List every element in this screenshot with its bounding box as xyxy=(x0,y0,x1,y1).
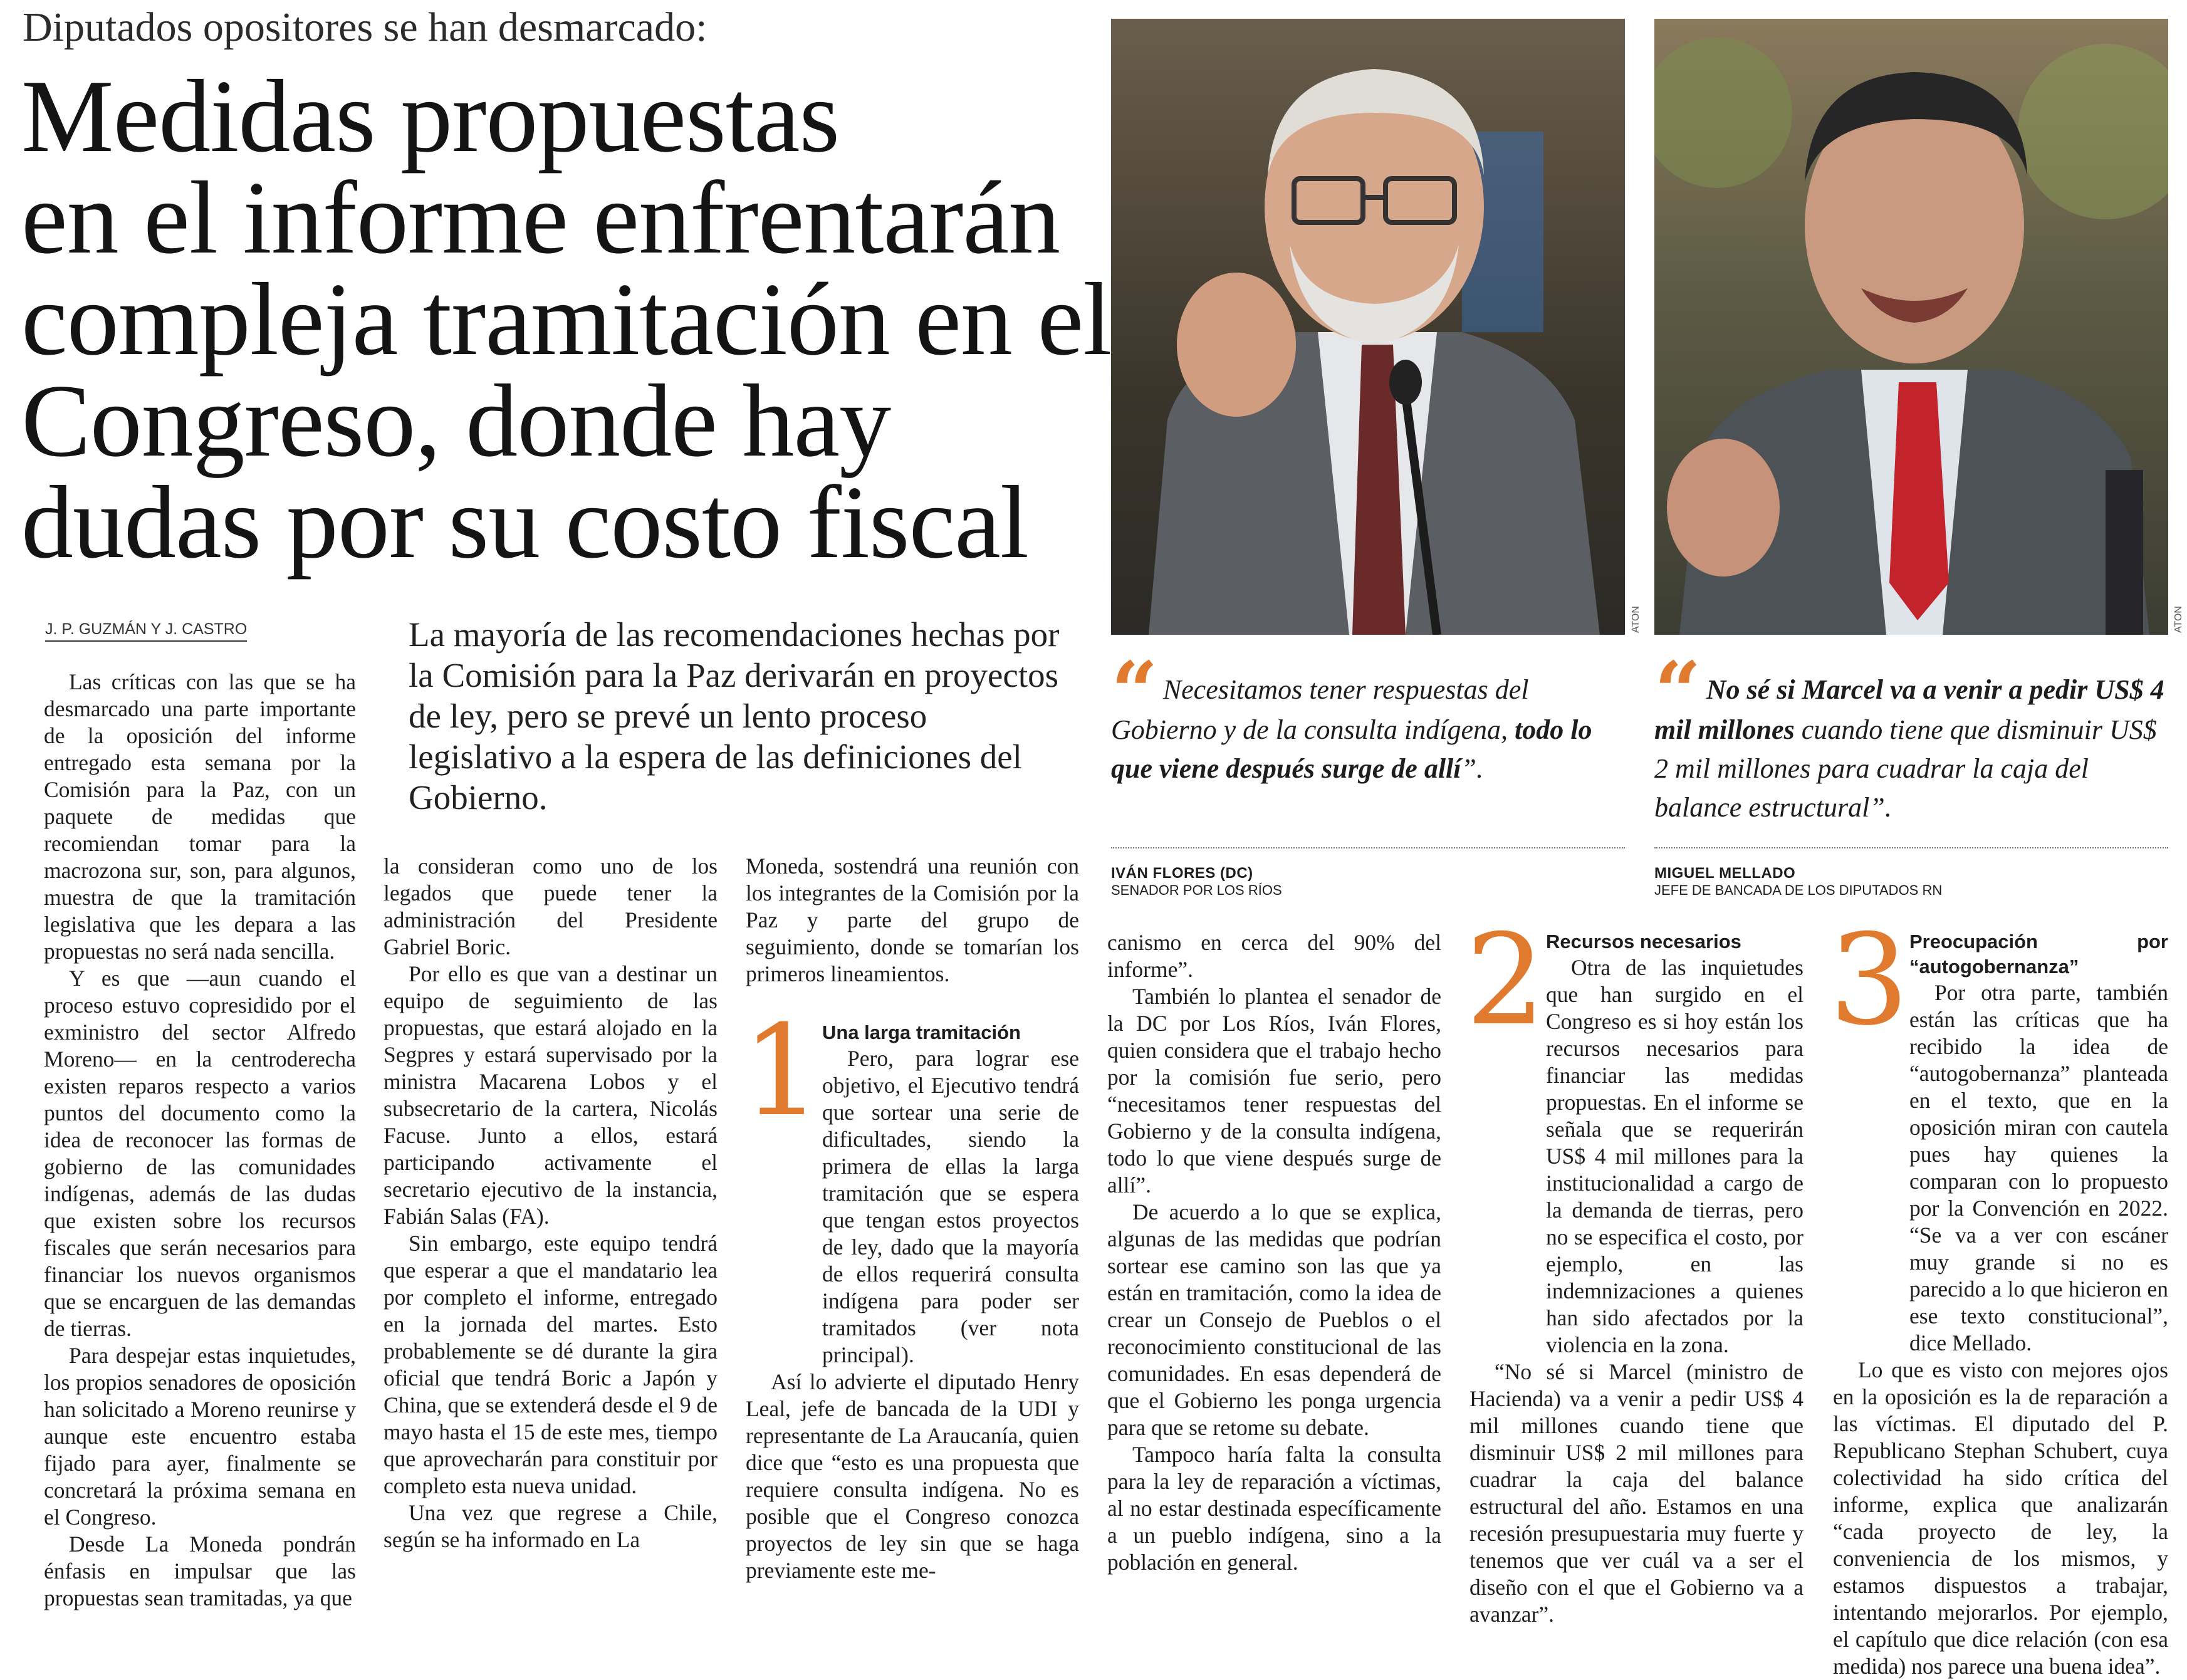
section-title: Una larga tramitación xyxy=(822,1021,1021,1043)
headline-line: dudas por su costo fiscal xyxy=(21,464,1029,580)
paragraph: Pero, para lograr ese objetivo, el Ejecutivo tendrá que sortear una serie de dificultades, siendo la primera de ellas la larga tramitación que se espera que tengan estos proyectos de ley, dado que la mayoría de ellos requerirá consulta indígena para poder ser tramitados (ver nota principal). xyxy=(822,1046,1079,1367)
section-title: Recursos necesarios xyxy=(1546,931,1741,952)
body-column-5 xyxy=(1466,907,1803,1628)
paragraph: Las críticas con las que se ha desmarcado una parte importante de la oposición del informe entregado esta semana por la Comisión para la Paz, con un paquete de medidas que recomiendan tomar para la macrozona sur, son, para algunos, muestra de que la tramitación legislativa que les depara a las propuestas no será nada sencilla. xyxy=(44,669,356,964)
paragraph: Para despejar estas inquietudes, los propios senadores de oposición han solicitado a Moreno reunirse y aunque este encuentro estaba fijado para ayer, finalmente se concretará la próxima semana en el Congreso. xyxy=(44,1343,356,1530)
paragraph: la consideran como uno de los legados que puede tener la administración del Presidente Gabriel Boric. xyxy=(384,853,718,959)
headline-line: Medidas propuestas xyxy=(21,58,840,174)
speaker-role: SENADOR POR LOS RÍOS xyxy=(1111,882,1282,898)
section-number: 1 xyxy=(742,998,822,1144)
paragraph: Y es que —aun cuando el proceso estuvo copresidido por el exministro del sector Alfredo Moreno— en la centroderecha existen reparos respecto a varios puntos del documento como la idea de reconocer las formas de gobierno de las comunidades indígenas, además de las dudas que existen sobre los recursos fiscales que serán necesarios para financiar los nuevos organismos que se encarguen de las demandas de tierras. xyxy=(44,966,356,1341)
body-column-4 xyxy=(1107,929,1441,1576)
paragraph: De acuerdo a lo que se explica, algunas de las medidas que podrían sortear ese camino son las que ya están en tramitación, como la idea de crear un Consejo de Pueblos o el reconocimiento constitucional de las comunidades. En esas dependerá de que el Gobierno les ponga urgencia para que se retome su debate. xyxy=(1107,1199,1441,1440)
paragraph: canismo en cerca del 90% del informe”. xyxy=(1107,930,1441,982)
paragraph: Así lo advierte el diputado Henry Leal, jefe de bancada de la UDI y representante de La Araucanía, quien dice que “esto es una propuesta que requiere consulta indígena. No es posible que el Congreso conozca proyectos de ley sin que se haga previamente este me- xyxy=(746,1369,1079,1583)
speaker-role: JEFE DE BANCADA DE LOS DIPUTADOS RN xyxy=(1654,882,1943,898)
paragraph: Por otra parte, también están las críticas que ha recibido la idea de “autogobernanza” planteada en el texto, que en la oposición miran con cautela pues hay quienes la comparan con lo propuesto por la Convención en 2022. “Se va a ver con escáner muy grande si no es parecido a lo que hicieron en ese texto constitucional”, dice Mellado. xyxy=(1909,980,2168,1355)
section-2 xyxy=(1466,907,1803,1628)
quote-attribution-left xyxy=(1111,865,1282,899)
photo-credit: ATON xyxy=(2173,606,2184,633)
body-column-1 xyxy=(44,669,356,1612)
headline-line: compleja tramitación en el xyxy=(21,261,1112,377)
divider xyxy=(1654,847,2168,848)
portrait-illustration xyxy=(1654,19,2168,635)
quote-mark-icon: “ xyxy=(1654,644,1701,739)
body-column-6 xyxy=(1829,907,2168,1680)
headline xyxy=(21,58,1112,580)
section-1 xyxy=(742,998,1079,1584)
photo-miguel-mellado xyxy=(1654,19,2168,635)
kicker: Diputados opositores se han desmarcado: xyxy=(23,4,707,50)
section-3 xyxy=(1829,907,2168,1680)
pull-quote-left xyxy=(1111,644,1625,788)
section-number: 3 xyxy=(1829,907,1909,1053)
quote-text-emphasis: todo lo que viene después surge de allí xyxy=(1111,714,1592,784)
body-column-2 xyxy=(384,853,718,1553)
section-title: Preocupación por “autogobernanza” xyxy=(1909,931,2168,978)
paragraph: Lo que es visto con mejores ojos en la oposición es la de reparación a las víctimas. El diputado del P. Republicano Stephan Schubert, cuya colectividad ha sido crítica del informe, explica que analizarán “cada proyecto de ley, la conveniencia de los mismos, y estamos dispuestos a trabajar, intentando mejorarlos. Por ejemplo, el capítulo que dice relación (con esa medida) nos parece una buena idea”. xyxy=(1833,1357,2168,1679)
paragraph: Moneda, sostendrá una reunión con los integrantes de la Comisión por la Paz y parte del grupo de seguimiento, donde se tomarían los primeros lineamientos. xyxy=(746,853,1079,986)
section-number: 2 xyxy=(1466,907,1546,1053)
paragraph: “No sé si Marcel (ministro de Hacienda) va a venir a pedir US$ 4 mil millones cuando tiene que disminuir US$ 2 mil millones para cuadrar la caja del balance estructural del año. Estamos en una recesión presupuestaria muy fuerte y tenemos que ver cuál va a ser el diseño con el que el Gobierno va a avanzar”. xyxy=(1469,1359,1803,1627)
pull-quote-right xyxy=(1654,644,2168,827)
quote-text: cuando tiene que disminuir US$ 2 mil millones para cuadrar la caja del balance estructural xyxy=(1654,714,2157,823)
headline-line: Congreso, donde hay xyxy=(21,363,891,478)
photo-ivan-flores xyxy=(1111,19,1625,635)
paragraph: Otra de las inquietudes que han surgido en el Congreso es si hoy están los recursos necesarios para financiar las medidas propuestas. En el informe se señala que se requerirán US$ 4 mil millones para la institucionalidad a cargo de la demanda de tierras, pero no se especifica el costo, por ejemplo, en las indemnizaciones a quienes han sido afectados por la violencia en la zona. xyxy=(1546,955,1803,1357)
quote-text: Necesitamos tener respuestas del Gobierno y de la consulta indígena, xyxy=(1111,674,1529,745)
quote-text-emphasis: No sé si Marcel va a venir a pedir US$ 4 mil millones xyxy=(1654,674,2164,745)
paragraph: Por ello es que van a destinar un equipo de seguimiento de las propuestas, que estará alojado en la Segpres y estará supervisado por la ministra Macarena Lobos y el subsecretario de la cartera, Nicolás Facuse. Junto a ellos, estará participando activamente el secretario ejecutivo de la instancia, Fabián Salas (FA). xyxy=(384,961,718,1229)
speaker-name: MIGUEL MELLADO xyxy=(1654,865,1796,882)
paragraph: Una vez que regrese a Chile, según se ha informado en La xyxy=(384,1500,718,1552)
paragraph: Sin embargo, este equipo tendrá que esperar a que el mandatario lea por completo el informe, entregado en la jornada del martes. Esto probablemente se dé durante la gira oficial que tendrá Boric a Japón y China, que se extenderá desde el 9 de mayo hasta el 15 de este mes, tiempo que aprovecharán para constituir por completo esta nueva unidad. xyxy=(384,1231,718,1498)
portrait-illustration xyxy=(1111,19,1625,635)
paragraph: Desde La Moneda pondrán énfasis en impulsar que las propuestas sean tramitadas, ya que xyxy=(44,1531,356,1610)
body-column-3 xyxy=(742,853,1079,1584)
paragraph: Tampoco haría falta la consulta para la ley de reparación a víctimas, al no estar destinada específicamente a un pueblo indígena, sino a la población en general. xyxy=(1107,1442,1441,1575)
quote-text-end: ”. xyxy=(1461,753,1483,784)
quote-attribution-right xyxy=(1654,865,1942,899)
quote-mark-icon: “ xyxy=(1111,644,1158,739)
speaker-name: IVÁN FLORES (DC) xyxy=(1111,865,1253,882)
paragraph: También lo plantea el senador de la DC por Los Ríos, Iván Flores, quien considera que el trabajo hecho por la comisión fue serio, pero “necesitamos tener respuestas del Gobierno y de la consulta indígena, todo lo que viene después surge de allí”. xyxy=(1107,984,1441,1197)
quote-text-end: ”. xyxy=(1869,792,1892,823)
divider xyxy=(1111,847,1625,848)
headline-line: en el informe enfrentarán xyxy=(21,160,1060,275)
photo-credit: ATON xyxy=(1631,606,1641,633)
byline: J. P. GUZMÁN Y J. CASTRO xyxy=(45,620,247,642)
deck: La mayoría de las recomendaciones hechas por la Comisión para la Paz derivarán en proyectos de ley, pero se prevé un lento proceso legislativo a la espera de las definiciones del Gobierno. xyxy=(409,615,1060,817)
